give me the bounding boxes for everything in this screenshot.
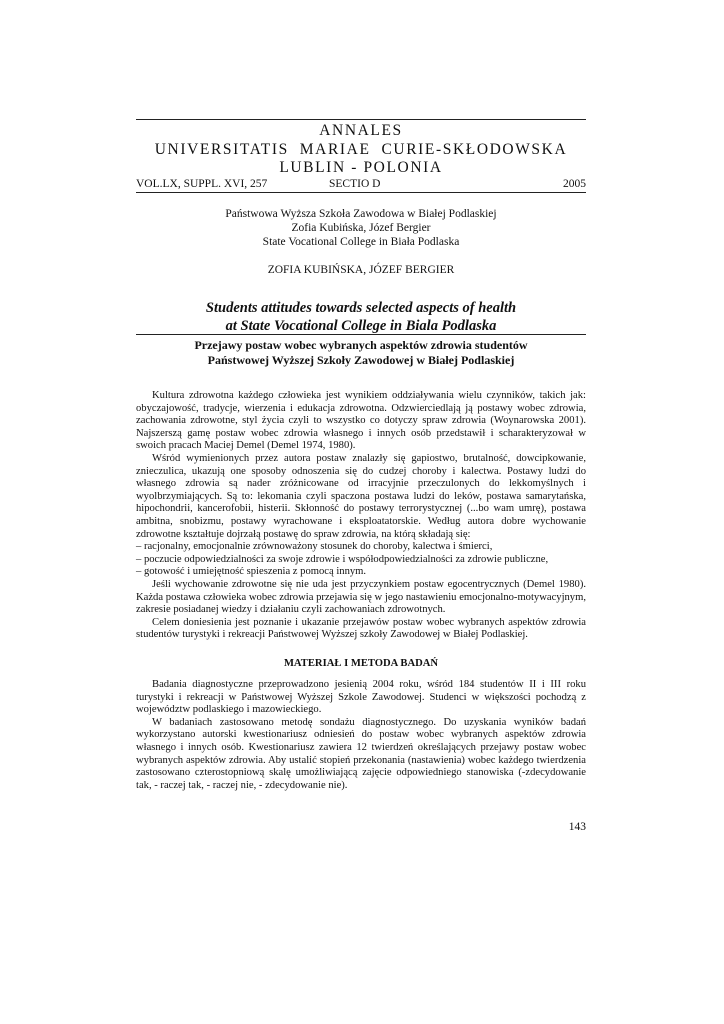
page-number: 143 xyxy=(568,821,586,833)
methods-paragraph: Badania diagnostyczne przeprowadzono jesienią 2004 roku, wśród 184 studentów II i III roku turystyki i rekreacji w Państwowej Wyższej Szkole Zawodowej. Studenci w większości pochodzą z województw podlaskiego i mazowieckiego. xyxy=(136,679,586,716)
affiliation-line3: State Vocational College in Biała Podlaska xyxy=(262,236,460,248)
affiliation-line1: Państwowa Wyższa Szkoła Zawodowa w Białej Podlaskiej xyxy=(225,208,497,220)
year-label: 2005 xyxy=(563,178,586,190)
authors: ZOFIA KUBIŃSKA, JÓZEF BERGIER xyxy=(267,264,455,276)
title-en-line2: at State Vocational College in Biala Podlaska xyxy=(225,318,497,334)
top-rule xyxy=(136,119,586,120)
title-pl-line1: Przejawy postaw wobec wybranych aspektów zdrowia studentów xyxy=(194,338,528,352)
methods-section xyxy=(136,679,586,792)
journal-name-line2: UNIVERSITATIS MARIAE CURIE-SKŁODOWSKA xyxy=(154,141,568,158)
section-heading-methods: MATERIAŁ I METODA BADAŃ xyxy=(283,658,439,669)
methods-paragraph: W badaniach zastosowano metodę sondażu diagnostycznego. Do uzyskania wyników badań wykorzystano autorski kwestionariusz odniesień do postaw wobec wybranych aspektów zdrowia własnego i innych osób. Kwestionariusz zawiera 12 twierdzeń określających przejawy postaw wobec wybranych aspektów zdrowia. Aby ustalić stopień przekonania (nastawienia) wobec każdego twierdzenia zastosowano czterostopniową skalę umożliwiającą zajęcie odpowiedniego stanowiska (-zdecydowanie tak, - raczej tak, - raczej nie, - zdecydowanie nie). xyxy=(136,716,586,791)
title-en-line1: Students attitudes towards selected aspects of health xyxy=(205,300,517,316)
dash-list-item: – poczucie odpowiedzialności za swoje zdrowie i współodpowiedzialności za zdrowie publiczne, xyxy=(136,553,549,565)
journal-name-line3: LUBLIN - POLONIA xyxy=(279,159,443,176)
intro-paragraph: Wśród wymienionych przez autora postaw znalazły się gapiostwo, brutalność, dowcipkowanie, znieczulica, ukazują one sposoby odnoszenia się do cudzej choroby i kalectwa. Postawy ludzi do własnego zdrowia są nader zróżnicowane od irracyjnie przeczulonych do lekkomyślnych i wyolbrzymiających. Są to: lekomania czyli spaczona postawa ludzi do leków, postawa samarytańska, hipochondrii, kancerofobii, histerii. Skłonność do postawy terrorystycznej (...bo wam umrę), postawa ambitna, snobizmu, postawy wyrachowane i eksploatatorskie. Według autora dobre wychowanie zdrowotne kształtuje dojrzałą postawę do spraw zdrowia, na którą składają się: xyxy=(136,452,586,540)
section-label: SECTIO D xyxy=(329,178,381,190)
journal-name-line1: ANNALES xyxy=(319,122,403,139)
header-rule xyxy=(136,192,586,193)
dash-list-item: – gotowość i umiejętność spieszenia z pomocą innym. xyxy=(136,566,367,578)
title-pl-line2: Państwowej Wyższej Szkoły Zawodowej w Białej Podlaskiej xyxy=(207,353,515,367)
intro-paragraph: Kultura zdrowotna każdego człowieka jest wynikiem oddziaływania wielu czynników, takich jak: obyczajowość, tradycje, wierzenia i edukacja zdrowotna. Odzwierciedlają ją postawy wobec zdrowia, zachowania zdrowotne, styl życia czyli to wszystko co dotyczy spraw zdrowia (Woynarowska 2001). Najszerszą gamę postaw wobec zdrowia własnego i innych osób przedstawił i scharakteryzował w swoich pracach Maciej Demel (Demel 1974, 1980). xyxy=(136,390,586,452)
dash-list-item: – racjonalny, emocjonalnie zrównoważony stosunek do choroby, kalectwa i śmierci, xyxy=(136,541,493,553)
title-rule xyxy=(136,334,586,335)
intro-section xyxy=(136,390,586,642)
volume-label: VOL.LX, SUPPL. XVI, 257 xyxy=(136,178,268,190)
intro-paragraph: Jeśli wychowanie zdrowotne się nie uda jest przyczynkiem postaw egocentrycznych (Demel 1980). Każda postawa człowieka wobec zdrowia przejawia się w jego nastawieniu emocjonalno-motywacyjnym, zakresie posiadanej wiedzy i działaniu czyli zachowaniach zdrowotnych. xyxy=(136,578,586,616)
intro-paragraph: Celem doniesienia jest poznanie i ukazanie przejawów postaw wobec wybranych aspektów zdrowia studentów turystyki i rekreacji Państwowej Wyższej szkoły Zawodowej w Białej Podlaskiej. xyxy=(136,616,586,641)
affiliation-line2: Zofia Kubińska, Józef Bergier xyxy=(291,222,431,234)
